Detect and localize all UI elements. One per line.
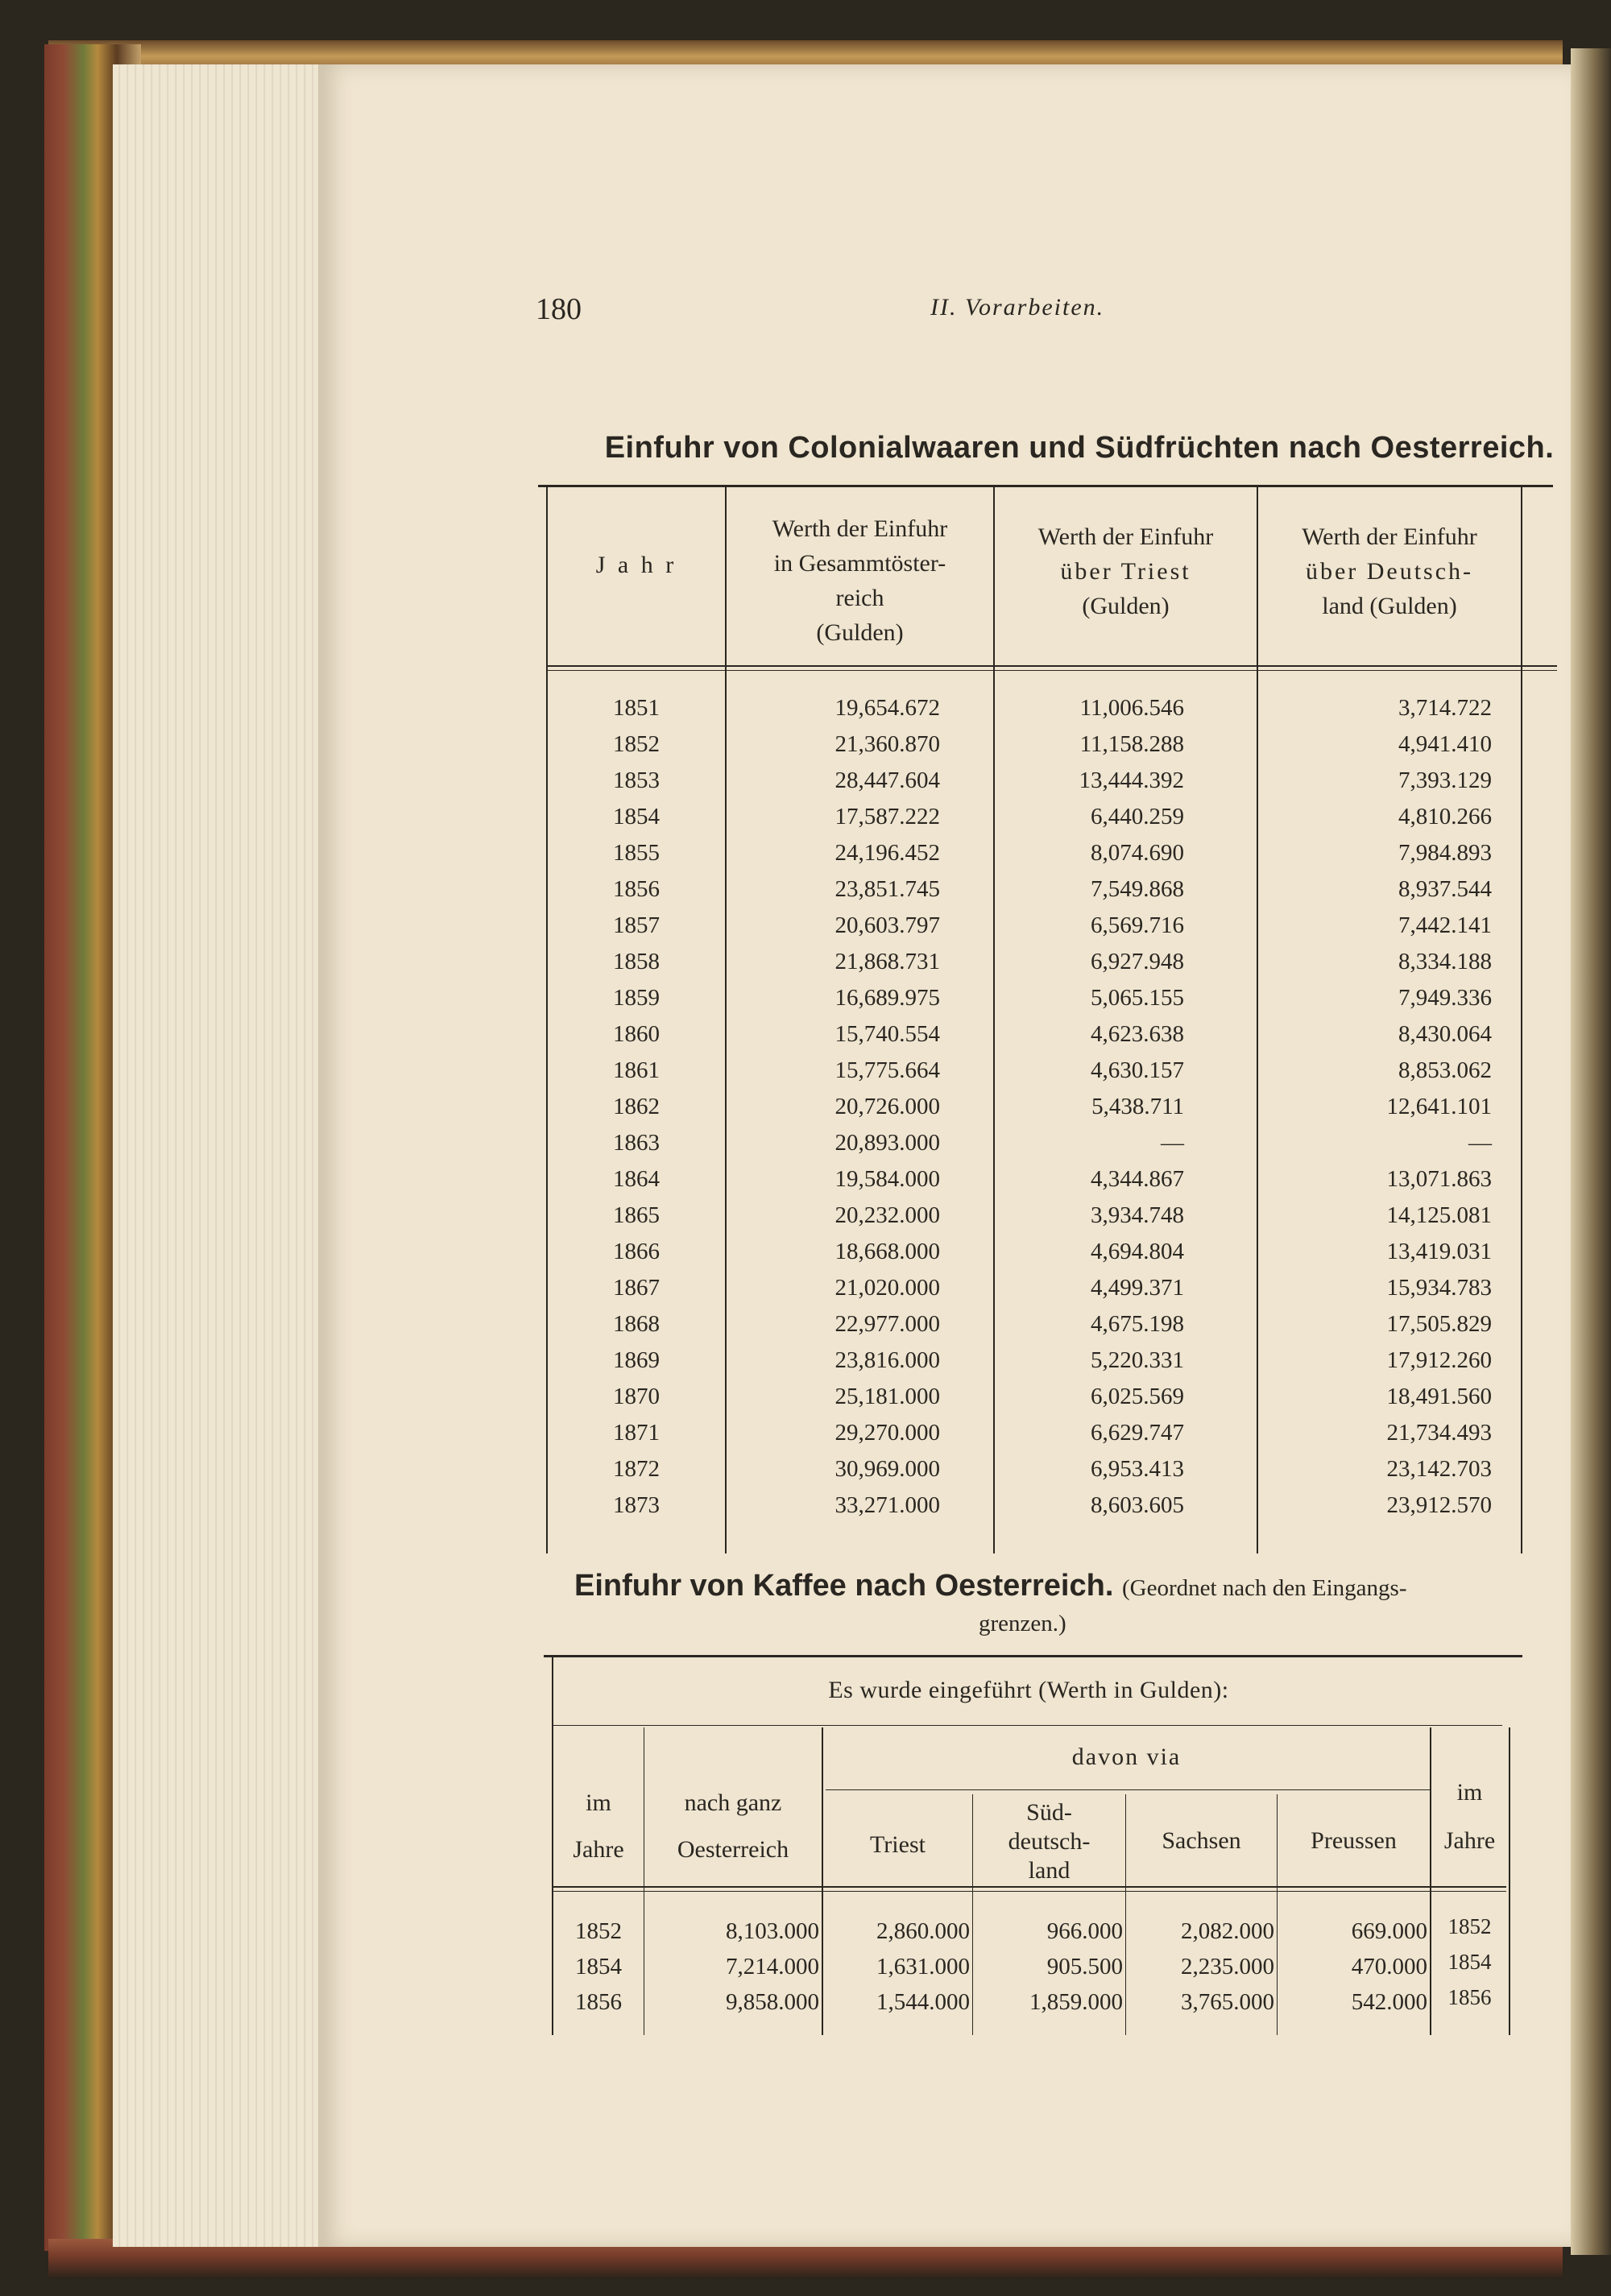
- table2-column-sueddeutschland: [973, 1913, 1123, 2020]
- table-cell: 3,714.722: [1398, 695, 1492, 721]
- table1-header-triest: Werth der Einfuhr über Triest (Gulden): [1037, 523, 1214, 619]
- table-cell: 7,949.336: [1398, 985, 1492, 1011]
- table-cell: 1870: [613, 1384, 660, 1409]
- table-cell: 4,344.867: [1091, 1166, 1184, 1192]
- table-cell: 17,587.222: [834, 804, 940, 829]
- table-cell: 1873: [613, 1492, 660, 1518]
- table1-column-gesamt: [727, 690, 940, 1524]
- table-cell: 2,082.000: [1181, 1918, 1274, 1944]
- page-number: 180: [536, 292, 582, 326]
- table-cell: 1868: [613, 1311, 660, 1337]
- table2-header-preussen: Preussen: [1311, 1827, 1397, 1854]
- table-cell: 1871: [613, 1420, 660, 1446]
- table2-header-rule-2: [552, 1891, 1506, 1892]
- table-cell: 1857: [613, 912, 660, 938]
- table-cell: 16,689.975: [834, 985, 940, 1011]
- table-cell: 7,214.000: [726, 1954, 819, 1980]
- table-cell: 1867: [613, 1275, 660, 1301]
- table-cell: 9,858.000: [726, 1989, 819, 2015]
- table-cell: 8,853.062: [1398, 1057, 1492, 1083]
- table-cell: 1863: [613, 1130, 660, 1156]
- table2-header-im-jahre-right: im Jahre: [1443, 1779, 1496, 1854]
- table-cell: 1855: [613, 840, 660, 866]
- table-cell: 7,984.893: [1398, 840, 1492, 866]
- table-cell: 1859: [613, 985, 660, 1011]
- table-cell: 2,860.000: [876, 1918, 970, 1944]
- table2-column-preussen: [1278, 1913, 1427, 2020]
- table-cell: 17,912.260: [1386, 1347, 1492, 1373]
- table2-column-sachsen: [1126, 1913, 1274, 2020]
- table-cell: 8,603.605: [1091, 1492, 1184, 1518]
- table-cell: 28,447.604: [834, 767, 940, 793]
- table-cell: 13,444.392: [1079, 767, 1184, 793]
- table-cell: 905.500: [1046, 1954, 1123, 1980]
- table-cell: 1852: [613, 731, 660, 757]
- table2-column-year: [553, 1913, 644, 2020]
- table-cell: 5,220.331: [1091, 1347, 1184, 1373]
- table-cell: 1854: [575, 1954, 622, 1980]
- table-cell: 4,694.804: [1091, 1239, 1184, 1264]
- table-cell: 1858: [613, 949, 660, 974]
- table-cell: 2,235.000: [1181, 1954, 1274, 1980]
- table-cell: 8,430.064: [1398, 1021, 1492, 1047]
- table-cell: 1869: [613, 1347, 660, 1373]
- table2-column-oesterreich: [644, 1913, 819, 2020]
- table-cell: 25,181.000: [834, 1384, 940, 1409]
- table-cell: 1862: [613, 1094, 660, 1119]
- table-cell: 23,912.570: [1386, 1492, 1492, 1518]
- table-cell: 1852: [1447, 1914, 1492, 1938]
- table2-header-im-jahre-left: im Jahre: [573, 1789, 624, 1863]
- table-cell: 1861: [613, 1057, 660, 1083]
- table-cell: 20,726.000: [834, 1094, 940, 1119]
- table1-header-rule: [546, 665, 1557, 667]
- table-cell: 1851: [613, 695, 660, 721]
- table2-davon-rule: [826, 1789, 1430, 1790]
- table-cell: 8,074.690: [1091, 840, 1184, 866]
- table2-column-year-right: [1431, 1909, 1509, 2015]
- table1-column-year: [548, 690, 725, 1524]
- table-cell: 1,631.000: [876, 1954, 970, 1980]
- table-cell: 23,142.703: [1386, 1456, 1492, 1482]
- table-cell: 3,934.748: [1091, 1202, 1184, 1228]
- table1-header-deutschland: Werth der Einfuhr über Deutsch- land (Gulden): [1302, 523, 1477, 619]
- table-cell: 7,393.129: [1398, 767, 1492, 793]
- table-cell: 23,851.745: [834, 876, 940, 902]
- table-cell: 14,125.081: [1386, 1202, 1492, 1228]
- table-cell: 23,816.000: [834, 1347, 940, 1373]
- book-cover-right: [1571, 48, 1611, 2255]
- table-cell: 4,941.410: [1398, 731, 1492, 757]
- table1-column-triest: [995, 690, 1184, 1524]
- table-cell: 1856: [1447, 1985, 1492, 2009]
- table-cell: 19,654.672: [834, 695, 940, 721]
- table-cell: 4,810.266: [1398, 804, 1492, 829]
- table-cell: 12,641.101: [1386, 1094, 1492, 1119]
- table-cell: 5,438.711: [1091, 1094, 1184, 1119]
- table-cell: 15,775.664: [834, 1057, 940, 1083]
- table1-title: Einfuhr von Colonialwaaren und Südfrüchten nach Oesterreich.: [604, 431, 1555, 465]
- table2-header-sueddeutschland: Süd- deutsch- land: [1008, 1799, 1091, 1884]
- table-cell: 30,969.000: [834, 1456, 940, 1482]
- table-cell: 542.000: [1351, 1989, 1427, 2015]
- table-cell: 4,630.157: [1091, 1057, 1184, 1083]
- table-cell: 966.000: [1046, 1918, 1123, 1944]
- table-cell: 1865: [613, 1202, 660, 1228]
- book-page: [318, 64, 1571, 2247]
- table-cell: 1856: [575, 1989, 622, 2015]
- table1-header-rule-2: [546, 670, 1557, 671]
- table2-top-rule: [544, 1655, 1522, 1657]
- table-cell: 1854: [613, 804, 660, 829]
- table-cell: 21,868.731: [834, 949, 940, 974]
- table-cell: 24,196.452: [834, 840, 940, 866]
- table-cell: 1872: [613, 1456, 660, 1482]
- table-cell: 1866: [613, 1239, 660, 1264]
- table2-header-davon: davon via: [1071, 1744, 1182, 1770]
- table-cell: 8,937.544: [1398, 876, 1492, 902]
- table-cell: 20,893.000: [834, 1130, 940, 1156]
- table2-header-rule: [552, 1886, 1506, 1888]
- table-cell: 22,977.000: [834, 1311, 940, 1337]
- table-cell: 17,505.829: [1386, 1311, 1492, 1337]
- table-cell: 8,334.188: [1398, 949, 1492, 974]
- table-cell: 1864: [613, 1166, 660, 1192]
- table-cell: —: [1161, 1130, 1184, 1156]
- table-cell: 6,569.716: [1091, 912, 1184, 938]
- table-cell: 1860: [613, 1021, 660, 1047]
- table1-header-jahr: J a h r: [595, 552, 677, 578]
- table-cell: 33,271.000: [834, 1492, 940, 1518]
- table-cell: 3,765.000: [1181, 1989, 1274, 2015]
- table2-header-sachsen: Sachsen: [1162, 1827, 1241, 1854]
- table-cell: 6,927.948: [1091, 949, 1184, 974]
- table2-subtitle-cont: grenzen.): [979, 1611, 1066, 1636]
- table-cell: 13,419.031: [1386, 1239, 1492, 1264]
- table1-column-deutschland: [1258, 690, 1492, 1524]
- page-edges: [113, 64, 330, 2247]
- table-cell: 1852: [575, 1918, 622, 1944]
- table-cell: 21,020.000: [834, 1275, 940, 1301]
- table-cell: 21,360.870: [834, 731, 940, 757]
- table-cell: 18,491.560: [1386, 1384, 1492, 1409]
- table2-column-triest: [823, 1913, 970, 2020]
- table-cell: 7,549.868: [1091, 876, 1184, 902]
- table-cell: 21,734.493: [1386, 1420, 1492, 1446]
- table-cell: 7,442.141: [1398, 912, 1492, 938]
- table-cell: 11,158.288: [1079, 731, 1184, 757]
- table-cell: 15,740.554: [834, 1021, 940, 1047]
- table-cell: 19,584.000: [834, 1166, 940, 1192]
- table-cell: 4,675.198: [1091, 1311, 1184, 1337]
- table1-header-gesamt: Werth der Einfuhr in Gesammtöster- reich (Gulden): [772, 515, 948, 646]
- table2-top-sub-rule: [552, 1725, 1502, 1726]
- table-cell: 13,071.863: [1386, 1166, 1492, 1192]
- table-cell: 18,668.000: [834, 1239, 940, 1264]
- table1-top-rule: [538, 485, 1553, 487]
- table-cell: 669.000: [1351, 1918, 1427, 1944]
- table-cell: 20,603.797: [834, 912, 940, 938]
- table-cell: 11,006.546: [1079, 695, 1184, 721]
- table-cell: 4,499.371: [1091, 1275, 1184, 1301]
- table-cell: 15,934.783: [1386, 1275, 1492, 1301]
- table-cell: 1,859.000: [1029, 1989, 1123, 2015]
- table-cell: 8,103.000: [726, 1918, 819, 1944]
- table2-vline-right: [1509, 1727, 1510, 2035]
- table-cell: 6,025.569: [1091, 1384, 1184, 1409]
- table-cell: 1854: [1447, 1950, 1492, 1974]
- running-head: II. Vorarbeiten.: [930, 294, 1105, 321]
- table-cell: 20,232.000: [834, 1202, 940, 1228]
- table-cell: 6,440.259: [1091, 804, 1184, 829]
- table-cell: 5,065.155: [1091, 985, 1184, 1011]
- table2-header-triest: Triest: [870, 1831, 926, 1858]
- table-cell: 470.000: [1351, 1954, 1427, 1980]
- table-cell: —: [1468, 1130, 1492, 1156]
- table-cell: 6,953.413: [1091, 1456, 1184, 1482]
- table2-header-oesterreich: nach ganz Oesterreich: [677, 1789, 789, 1863]
- table-cell: 6,629.747: [1091, 1420, 1184, 1446]
- table-cell: 29,270.000: [834, 1420, 940, 1446]
- table-cell: 1856: [613, 876, 660, 902]
- table-cell: 1853: [613, 767, 660, 793]
- table-cell: 1,544.000: [876, 1989, 970, 2015]
- table2-title: Einfuhr von Kaffee nach Oesterreich. (Geordnet nach den Eingangs-: [574, 1569, 1407, 1603]
- table2-header-top: Es wurde eingeführt (Werth in Gulden):: [828, 1677, 1229, 1703]
- table-cell: 4,623.638: [1091, 1021, 1184, 1047]
- table1-vline-right: [1521, 486, 1522, 1553]
